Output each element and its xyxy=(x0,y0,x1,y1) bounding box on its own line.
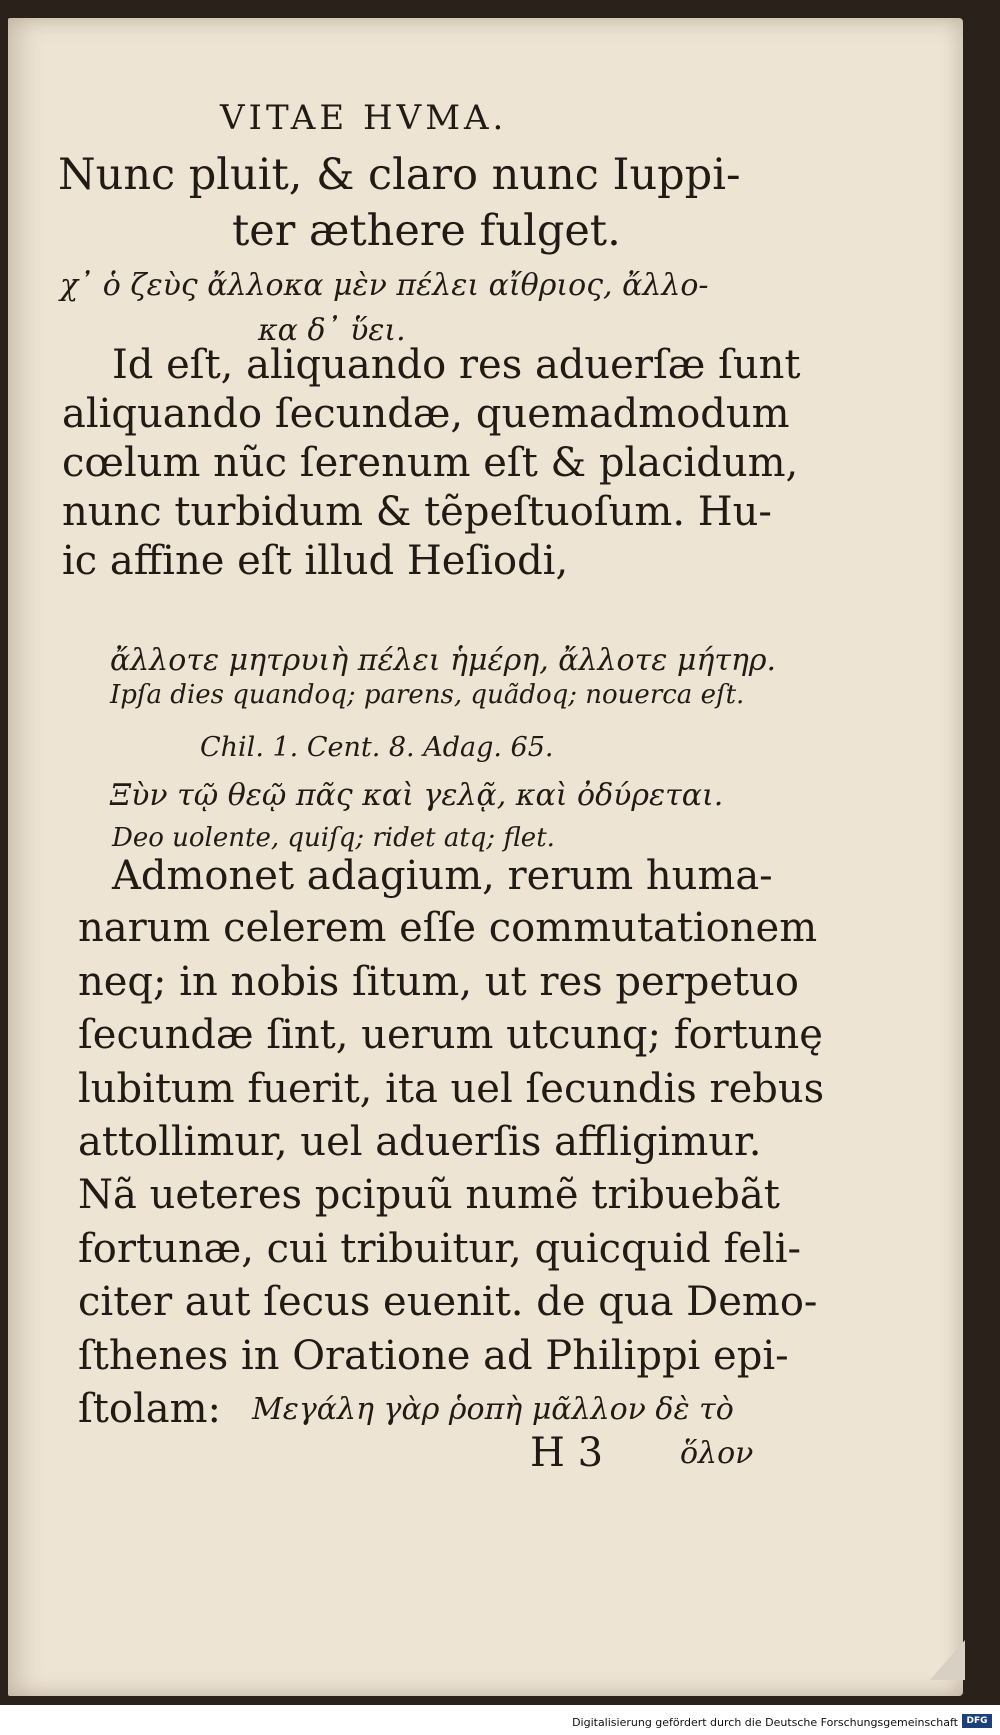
para2-line-4: ſecundæ ſint, uerum utcunq; fortunę xyxy=(78,1012,823,1058)
verse-line-1: Nunc pluit, & claro nunc Iuppi- xyxy=(58,150,741,200)
para2-line-3: neq; in nobis ſitum, ut res perpetuo xyxy=(78,959,799,1005)
para2-line-2: narum celerem eſſe commutationem xyxy=(78,905,818,951)
hesiod-latin: Ipſa dies quandoq; parens, quãdoq; nouerca eſt. xyxy=(110,680,745,710)
para1-line-4: nunc turbidum & tẽpeſtuoſum. Hu- xyxy=(62,489,772,535)
para2-line-10: ſthenes in Oratione ad Philippi epi- xyxy=(78,1333,789,1379)
last-line-greek: Μεγάλη γὰρ ῥοπὴ μᾶλλον δὲ τὸ xyxy=(252,1392,734,1427)
para2-line-5: lubitum fuerit, ita uel ſecundis rebus xyxy=(78,1066,825,1112)
adage-latin: Deo uolente, quiſq; ridet atq; flet. xyxy=(112,823,555,853)
para2-line-7: Nã ueteres pcipuũ numẽ tribuebãt xyxy=(78,1172,780,1218)
para2-line-9: citer aut ſecus euenit. de qua Demo- xyxy=(78,1279,818,1325)
adage-citation: Chil. 1. Cent. 8. Adag. 65. xyxy=(200,732,554,763)
hesiod-greek: ἄλλοτε μητρυιὴ πέλει ἡμέρη, ἄλλοτε μήτηρ. xyxy=(110,643,777,678)
para1-line-5: ic affine eſt illud Heſiodi, xyxy=(62,538,569,584)
greek-verse-line-2: κα δ᾽ ὕει. xyxy=(258,313,406,348)
last-line-latin: ſtolam: xyxy=(78,1386,222,1432)
para2-line-8: fortunæ, cui tribuitur, quicquid feli- xyxy=(78,1226,802,1272)
para2-line-6: attollimur, uel aduerſis affligimur. xyxy=(78,1119,762,1165)
para1-line-2: aliquando ſecundæ, quemadmodum xyxy=(62,391,790,437)
adage-greek: Ξὺν τῷ θεῷ πᾶς καὶ γελᾷ, καὶ ὀδύρεται. xyxy=(110,778,724,813)
greek-verse-line-1: χ᾽ ὁ ζεὺς ἄλλοκα μὲν πέλει αἴθριος, ἄλλο- xyxy=(60,268,709,303)
digitization-credit: Digitalisierung gefördert durch die Deutsche Forschungsgemeinschaft xyxy=(572,1716,958,1729)
page-corner-fold xyxy=(930,1640,965,1680)
running-header: VITAE HVMA. xyxy=(220,98,508,138)
para2-line-1: Admonet adagium, rerum huma- xyxy=(112,853,773,899)
para1-line-3: cœlum nũc ſerenum eſt & placidum, xyxy=(62,440,799,486)
verse-line-2: ter æthere fulget. xyxy=(232,206,621,256)
signature-mark: H 3 xyxy=(530,1430,604,1476)
para1-line-1: Id eſt, aliquando res aduerſæ ſunt xyxy=(112,342,801,388)
dfg-logo: DFG xyxy=(962,1714,992,1728)
catchword: ὅλον xyxy=(680,1436,754,1471)
